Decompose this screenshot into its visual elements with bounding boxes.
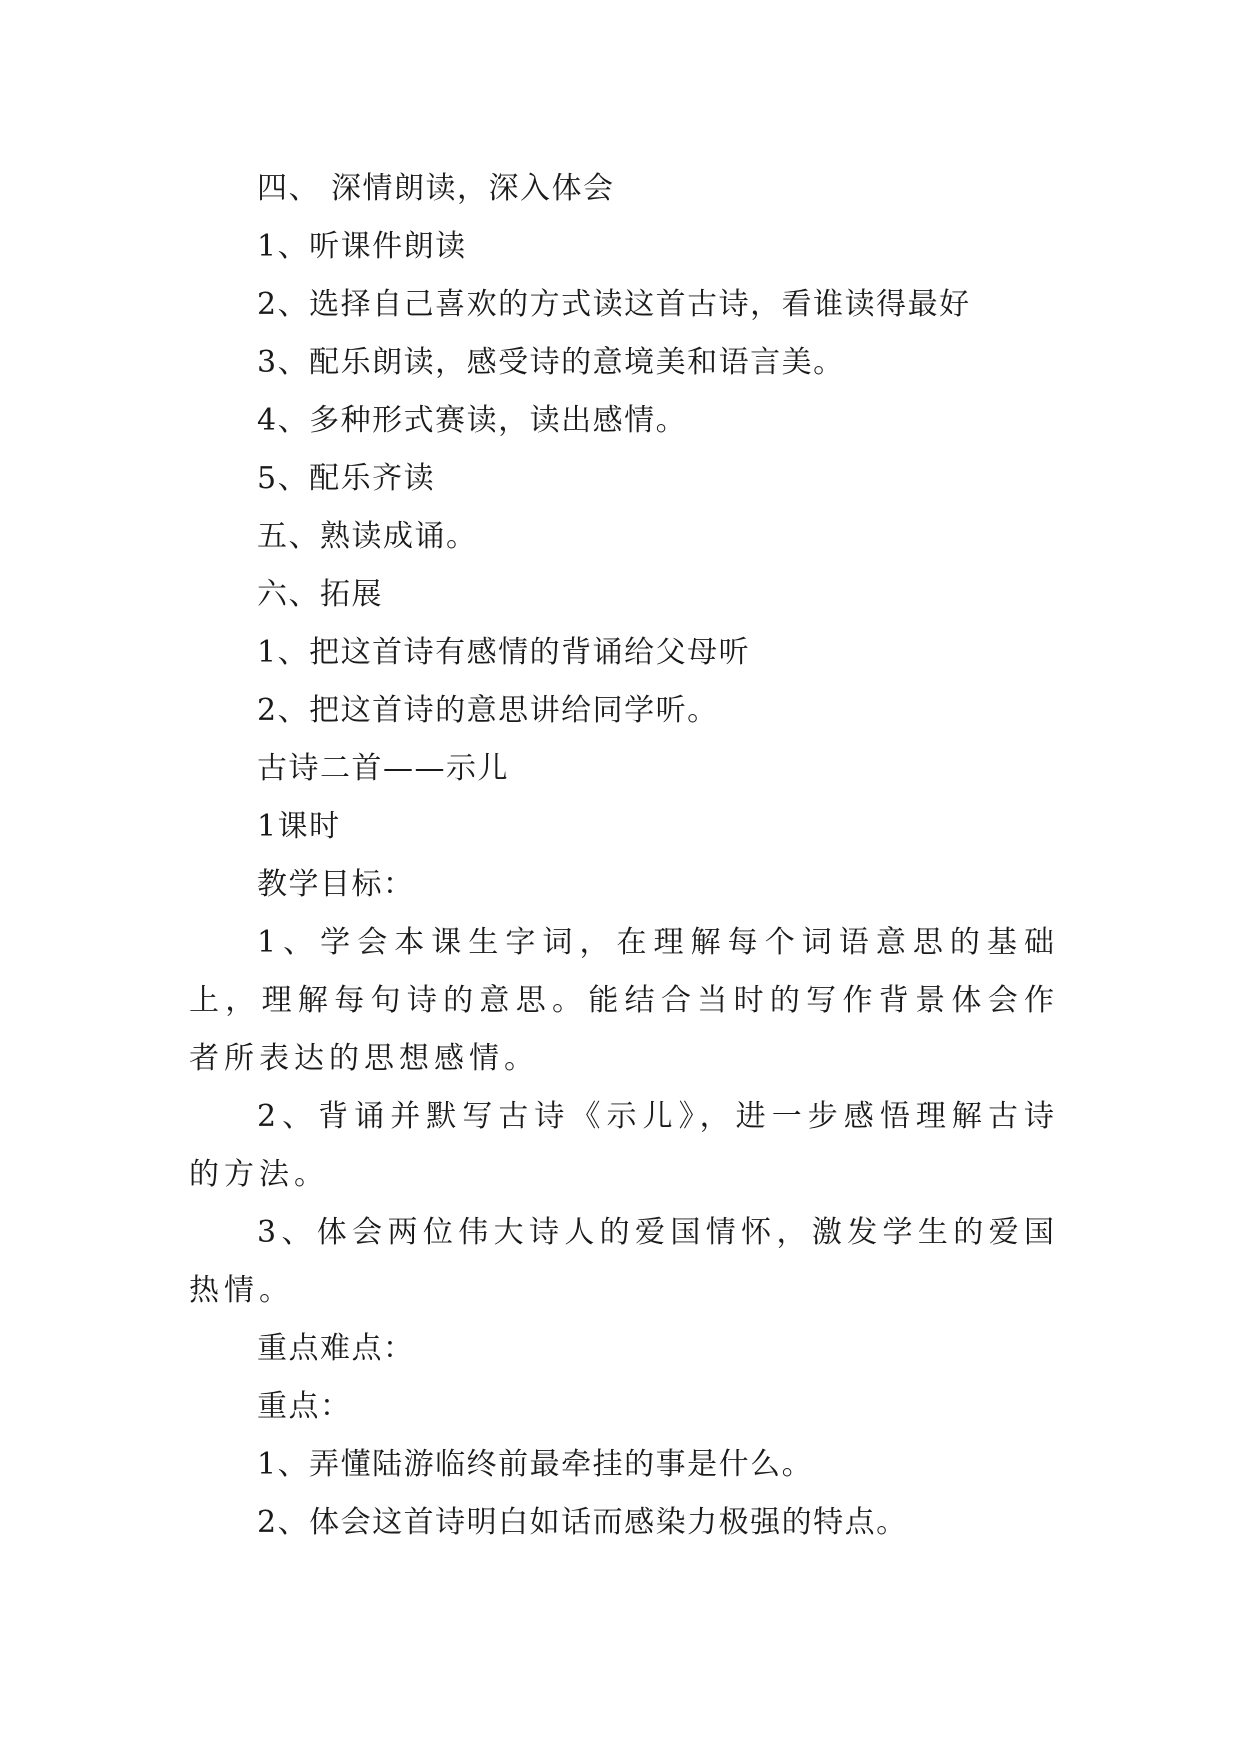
list-item: 1、听课件朗读 — [257, 229, 467, 264]
key-difficulty-heading: 重点难点： — [257, 1331, 415, 1366]
list-item: 3、配乐朗读，感受诗的意境美和语言美。 — [257, 345, 845, 380]
lesson-duration: 1课时 — [257, 809, 341, 844]
list-item: 2、体会这首诗明白如话而感染力极强的特点。 — [257, 1505, 908, 1540]
section-heading-5: 五、熟读成诵。 — [257, 519, 478, 554]
document-body — [189, 160, 1059, 1552]
objective-paragraph: 1、学会本课生字词，在理解每个词语意思的基础上，理解每句诗的意思。能结合当时的写作背景体会作者所表达的思想感情。 — [189, 925, 1059, 1076]
section-heading-4: 四、 深情朗读，深入体会 — [257, 171, 615, 206]
objective-paragraph: 2、背诵并默写古诗《示儿》，进一步感悟理解古诗的方法。 — [189, 1099, 1059, 1192]
list-item: 1、把这首诗有感情的背诵给父母听 — [257, 635, 751, 670]
list-item: 2、选择自己喜欢的方式读这首古诗，看谁读得最好 — [257, 287, 971, 322]
list-item: 4、多种形式赛读，读出感情。 — [257, 403, 688, 438]
section-heading-6: 六、拓展 — [257, 577, 383, 612]
list-item: 5、配乐齐读 — [257, 461, 436, 496]
objective-paragraph: 3、体会两位伟大诗人的爱国情怀，激发学生的爱国热情。 — [189, 1215, 1059, 1308]
objectives-heading: 教学目标： — [257, 867, 415, 902]
list-item: 1、弄懂陆游临终前最牵挂的事是什么。 — [257, 1447, 814, 1482]
key-points-heading: 重点： — [257, 1389, 352, 1424]
list-item: 2、把这首诗的意思讲给同学听。 — [257, 693, 719, 728]
lesson-title: 古诗二首——示儿 — [257, 751, 509, 786]
